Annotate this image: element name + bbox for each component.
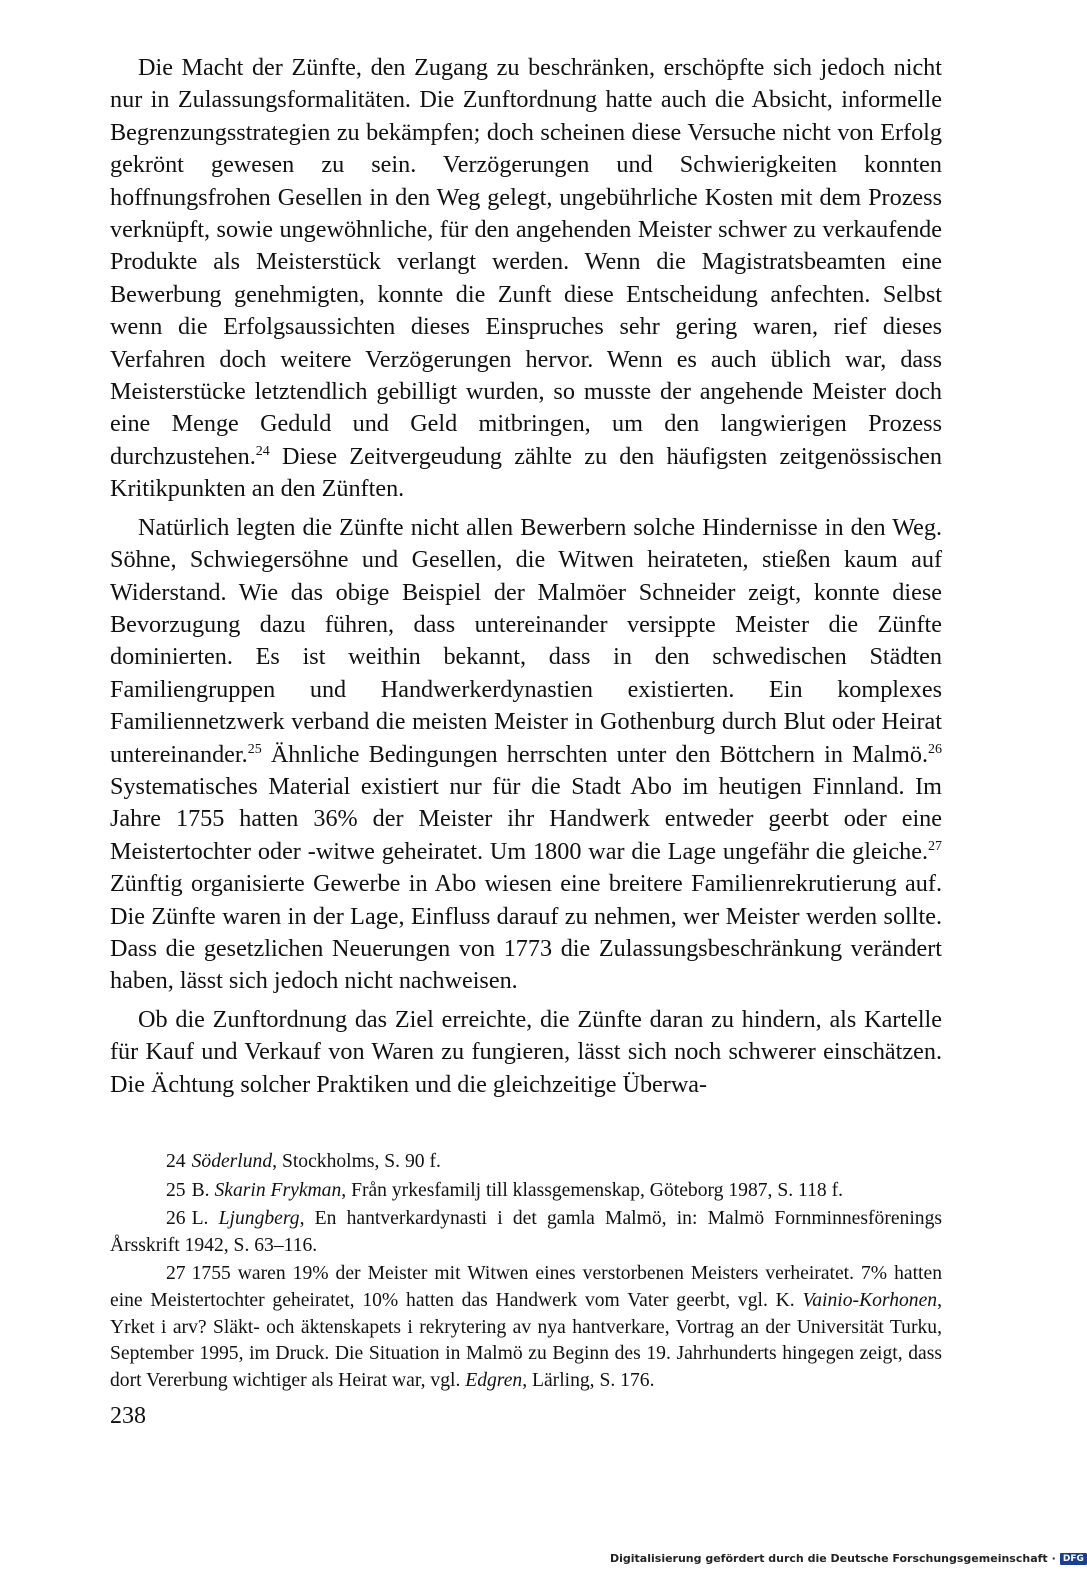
footnote-number: 25 bbox=[166, 1179, 186, 1201]
main-text bbox=[110, 52, 942, 1107]
paragraph-1-text-b: Diese Zeitvergeudung zählte zu den häufigsten zeitgenössischen Kritikpunkten an den Zünften. bbox=[110, 442, 942, 503]
paragraph-2-text-a: Natürlich legten die Zünfte nicht allen Bewerbern solche Hindernisse in den Weg. Söhne, Schwiegersöhne und Gesellen, die Witwen heirateten, stießen kaum auf Widerstand. Wie das obige Beispiel der Malmöer Schneider zeigt, konnte diese Bevorzugung dazu führen, dass untereinander versippte Meister die Zünfte dominierten. Es ist weithin bekannt, dass in den schwedischen Städten Familiengruppen und Handwerkerdynastien existierten. Ein komplexes Familiennetzwerk verband die meisten Meister in Gothenburg durch Blut oder Heirat untereinander. bbox=[110, 513, 942, 768]
footnote-ref-27: 27 bbox=[928, 838, 942, 854]
footnote-author: Skarin Frykman bbox=[214, 1179, 342, 1201]
credit-separator: · bbox=[1051, 1552, 1056, 1565]
footnote-author: Ljungberg bbox=[218, 1208, 300, 1230]
footnote-number: 26 bbox=[166, 1208, 186, 1230]
footnote-prefix: L. bbox=[191, 1208, 219, 1230]
paragraph-2 bbox=[110, 512, 942, 998]
footnote-25 bbox=[110, 1178, 942, 1205]
footnote-prefix: B. bbox=[191, 1179, 215, 1201]
footnote-author: Edgren bbox=[465, 1369, 523, 1391]
paragraph-2-text-b: Ähnliche Bedingungen herrschten unter den Böttchern in Malmö. bbox=[261, 740, 928, 768]
footnotes bbox=[110, 1149, 942, 1396]
footnote-text: , Stockholms, S. 90 f. bbox=[272, 1151, 441, 1172]
footnote-ref-24: 24 bbox=[255, 443, 270, 459]
footnote-text: , Från yrkesfamilj till klassgemenskap, Göteborg 1987, S. 118 f. bbox=[341, 1179, 844, 1201]
footnote-number: 24 bbox=[166, 1151, 186, 1172]
footnote-24 bbox=[110, 1149, 942, 1176]
footnote-text: , Lärling, S. 176. bbox=[522, 1369, 655, 1391]
paragraph-2-text-d: Zünftig organisierte Gewerbe in Abo wiesen eine breitere Familienrekrutierung auf. Die Zünfte waren in der Lage, Einfluss darauf zu nehmen, wer Meister werden sollte. Dass die gesetzlichen Neuerungen von 1773 die Zulassungsbeschränkung verändert haben, lässt sich jedoch nicht nachweisen. bbox=[110, 870, 942, 995]
credit-text: Digitalisierung gefördert durch die Deutsche Forschungsgemeinschaft bbox=[610, 1552, 1048, 1565]
paragraph-1 bbox=[110, 52, 942, 506]
footnote-ref-26: 26 bbox=[928, 741, 942, 757]
footnote-text: , En hantverkardynasti i det gamla Malmö, in: Malmö Fornminnesförenings Årsskrift 1942, S. 63–116. bbox=[110, 1208, 942, 1256]
footnote-author: Vainio-Korhonen bbox=[802, 1289, 938, 1311]
paragraph-3 bbox=[110, 1004, 942, 1101]
footnote-author: Söderlund bbox=[191, 1151, 273, 1172]
digitization-credit bbox=[610, 1552, 1087, 1565]
paragraph-2-text-c: Systematisches Material existiert nur für die Stadt Abo im heutigen Finnland. Im Jahre 1755 hatten 36% der Meister ihr Handwerk entweder geerbt oder eine Meistertochter oder -witwe geheiratet. Um 1800 war die Lage ungefähr die gleiche. bbox=[110, 772, 942, 865]
dfg-logo-icon: DFG bbox=[1060, 1553, 1087, 1565]
footnote-text: 1755 waren 19% der Meister mit Witwen eines verstorbenen Meisters verheiratet. 7% hatten eine Meistertochter geheiratet, 10% hatten das Handwerk vom Vater geerbt, vgl. K. bbox=[110, 1263, 942, 1311]
footnote-26 bbox=[110, 1206, 942, 1259]
page-number: 238 bbox=[110, 1403, 146, 1429]
paragraph-1-text-a: Die Macht der Zünfte, den Zugang zu beschränken, erschöpfte sich jedoch nicht nur in Zulassungsformalitäten. Die Zunftordnung hatte auch die Absicht, informelle Begrenzungsstrategien zu bekämpfen; doch scheinen diese Versuche nicht von Erfolg gekrönt gewesen zu sein. Verzögerungen und Schwierigkeiten konnten hoffnungsfrohen Gesellen in den Weg gelegt, ungebührliche Kosten mit dem Prozess verknüpft, sowie ungewöhnliche, für den angehenden Meister schwer zu verkaufende Produkte als Meisterstück verlangt werden. Wenn die Magistratsbeamten eine Bewerbung genehmigten, konnte die Zunft diese Entscheidung anfechten. Selbst wenn die Erfolgsaussichten dieses Einspruches sehr gering waren, rief dieses Verfahren doch weitere Verzögerungen hervor. Wenn es auch üblich war, dass Meisterstücke letztendlich gebilligt wurden, so musste der angehende Meister doch eine Menge Geduld und Geld mitbringen, um den langwierigen Prozess durchzustehen. bbox=[110, 54, 942, 470]
footnote-27 bbox=[110, 1261, 942, 1394]
paragraph-3-text: Ob die Zunftordnung das Ziel erreichte, die Zünfte daran zu hindern, als Kartelle für Kauf und Verkauf von Waren zu fungieren, lässt sich noch schwerer einschätzen. Die Ächtung solcher Praktiken und die gleichzeitige Überwa- bbox=[110, 1005, 942, 1098]
footnote-ref-25: 25 bbox=[247, 741, 262, 757]
footnote-number: 27 bbox=[166, 1263, 186, 1285]
footnote-text: , Yrket i arv? Släkt- och äktenskapets i rekrytering av nya hantverkare, Vortrag an der Universität Turku, September 1995, im Druck. Die Situation in Malmö zu Beginn des 19. Jahrhunderts hingegen zeigt, dass dort Vererbung wichtiger als Heirat war, vgl. bbox=[110, 1289, 942, 1391]
